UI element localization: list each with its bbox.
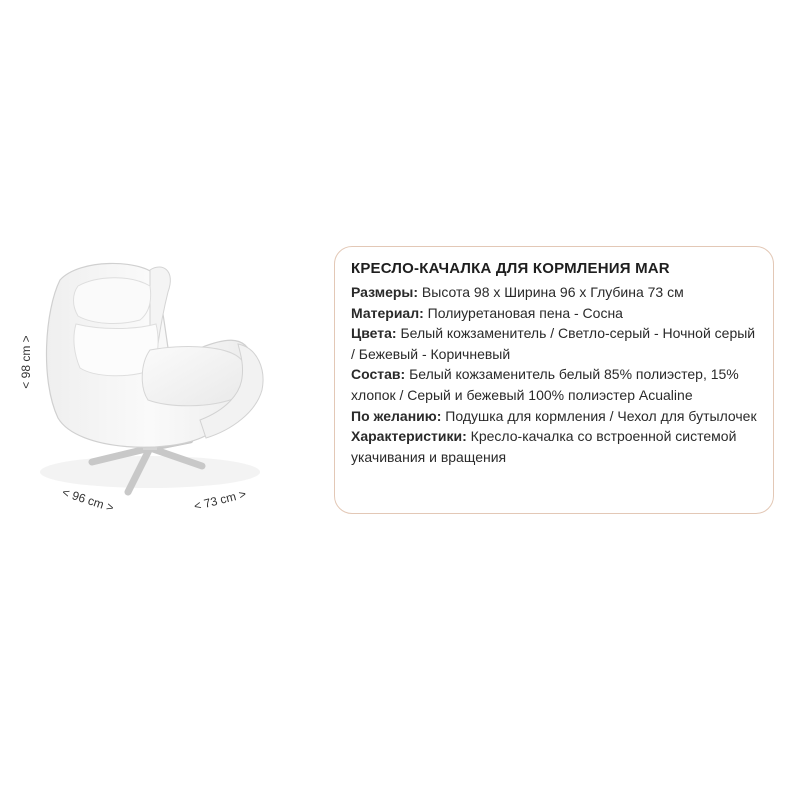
product-spec-card	[334, 246, 774, 514]
spec-label: По желанию:	[351, 407, 442, 424]
height-dimension-label: < 98 cm >	[19, 335, 33, 389]
spec-label: Состав:	[351, 366, 406, 383]
spec-label: Характеристики:	[351, 428, 467, 445]
spec-label: Цвета:	[351, 325, 397, 342]
depth-dimension-label: < 73 cm >	[192, 486, 248, 514]
spec-value: Белый кожзаменитель белый 85% полиэстер, 15% хлопок / Серый и бежевый 100% полиэстер Acualine	[351, 366, 739, 403]
width-dimension-label: < 96 cm >	[60, 485, 116, 515]
spec-value: Высота 98 х Ширина 96 х Глубина 73 см	[418, 284, 684, 300]
spec-colors	[351, 323, 759, 364]
spec-label: Материал:	[351, 304, 424, 321]
spec-dimensions	[351, 282, 759, 303]
spec-value: Кресло-качалка со встроенной системой укачивания и вращения	[351, 428, 737, 465]
chair-illustration	[0, 240, 330, 530]
chair-drawing	[0, 240, 330, 530]
spec-features	[351, 426, 759, 467]
spec-composition	[351, 364, 759, 405]
spec-label: Размеры:	[351, 284, 419, 300]
spec-value: Подушка для кормления / Чехол для бутылочек	[441, 407, 757, 424]
spec-value: Полиуретановая пена - Сосна	[423, 304, 623, 321]
spec-material	[351, 303, 759, 324]
spec-optional	[351, 406, 759, 427]
spec-value: Белый кожзаменитель / Светло-серый - Ночной серый / Бежевый - Коричневый	[351, 325, 756, 362]
product-title: КРЕСЛО-КАЧАЛКА ДЛЯ КОРМЛЕНИЯ MAR	[351, 260, 670, 277]
